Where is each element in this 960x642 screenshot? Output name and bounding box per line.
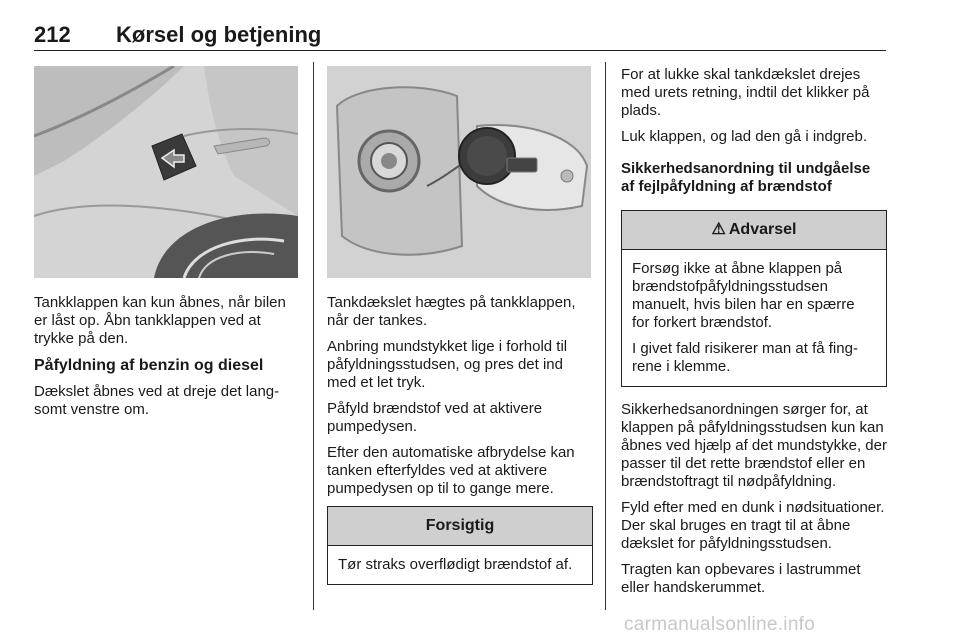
warning-text: Forsøg ikke at åbne klappen på brændstofpåfyldningsstudsen manuelt, hvis bilen har en spærre for forkert brændstof.: [632, 260, 855, 331]
caution-text: Tør straks overflødigt brændstof af.: [338, 556, 573, 573]
column-divider: [605, 62, 606, 610]
fuel-flap-illustration: [34, 66, 298, 278]
warning-triangle-icon: ⚠: [711, 221, 726, 238]
paragraph: Efter den automatiske afbrydelse kan tanken efterfyldes ved at aktivere pumpedysen op til to gange mere.: [327, 444, 575, 497]
caution-box: [327, 506, 593, 585]
paragraph: For at lukke skal tankdækslet drejes med urets retning, indtil det klikker på plads.: [621, 66, 870, 119]
section-heading: Påfyldning af benzin og diesel: [34, 357, 264, 374]
paragraph: Fyld efter med en dunk i nødsituationer. Der skal bruges en tragt til at åbne dækslet for påfyldningsstudsen.: [621, 499, 885, 552]
column-right: [621, 66, 887, 605]
paragraph: Sikkerhedsanordningen sørger for, at klappen på påfyldningsstudsen kun kan åbnes ved hjælp af det mundstykke, der passer til det rette brændstof eller en brændstoftragt til nødpåfyldning.: [621, 401, 887, 490]
open-fuel-filler-illustration: [327, 66, 591, 278]
column-middle: [327, 294, 593, 599]
page-title: Kørsel og betjening: [116, 22, 322, 47]
caution-title: Forsigtig: [328, 507, 592, 546]
page-header: [34, 22, 886, 52]
paragraph: Påfyld brændstof ved at aktivere pumpedysen.: [327, 400, 543, 435]
paragraph: Dækslet åbnes ved at dreje det langsomt venstre om.: [34, 383, 280, 418]
column-left: [34, 294, 302, 427]
watermark: carmanualsonline.info: [624, 614, 816, 635]
warning-title: Advarsel: [728, 221, 797, 238]
header-rule: [34, 50, 886, 51]
paragraph: Tragten kan opbevares i lastrummet eller handskerummet.: [621, 561, 861, 596]
car-side-drawing: [34, 66, 298, 278]
page-number: 212: [34, 22, 71, 47]
warning-box: [621, 210, 887, 387]
paragraph: Anbring mundstykket lige i forhold til påfyldningsstudsen, og pres det ind med et let tryk.: [327, 338, 568, 391]
paragraph: Tankdækslet hægtes på tankklappen, når der tankes.: [327, 294, 576, 329]
column-divider: [313, 62, 314, 610]
section-heading: Sikkerhedsanordning til undgåelse af fejlpåfyldning af brændstof: [621, 160, 871, 195]
paragraph: Luk klappen, og lad den gå i indgreb.: [621, 128, 868, 145]
warning-text: I givet fald risikerer man at få fingrene i klemme.: [632, 340, 858, 375]
warning-header: [622, 211, 886, 250]
figure-caption: Tankklappen kan kun åbnes, når bilen er låst op. Åbn tankklappen ved at trykke på den.: [34, 294, 286, 347]
filler-cap-drawing: [327, 66, 591, 278]
